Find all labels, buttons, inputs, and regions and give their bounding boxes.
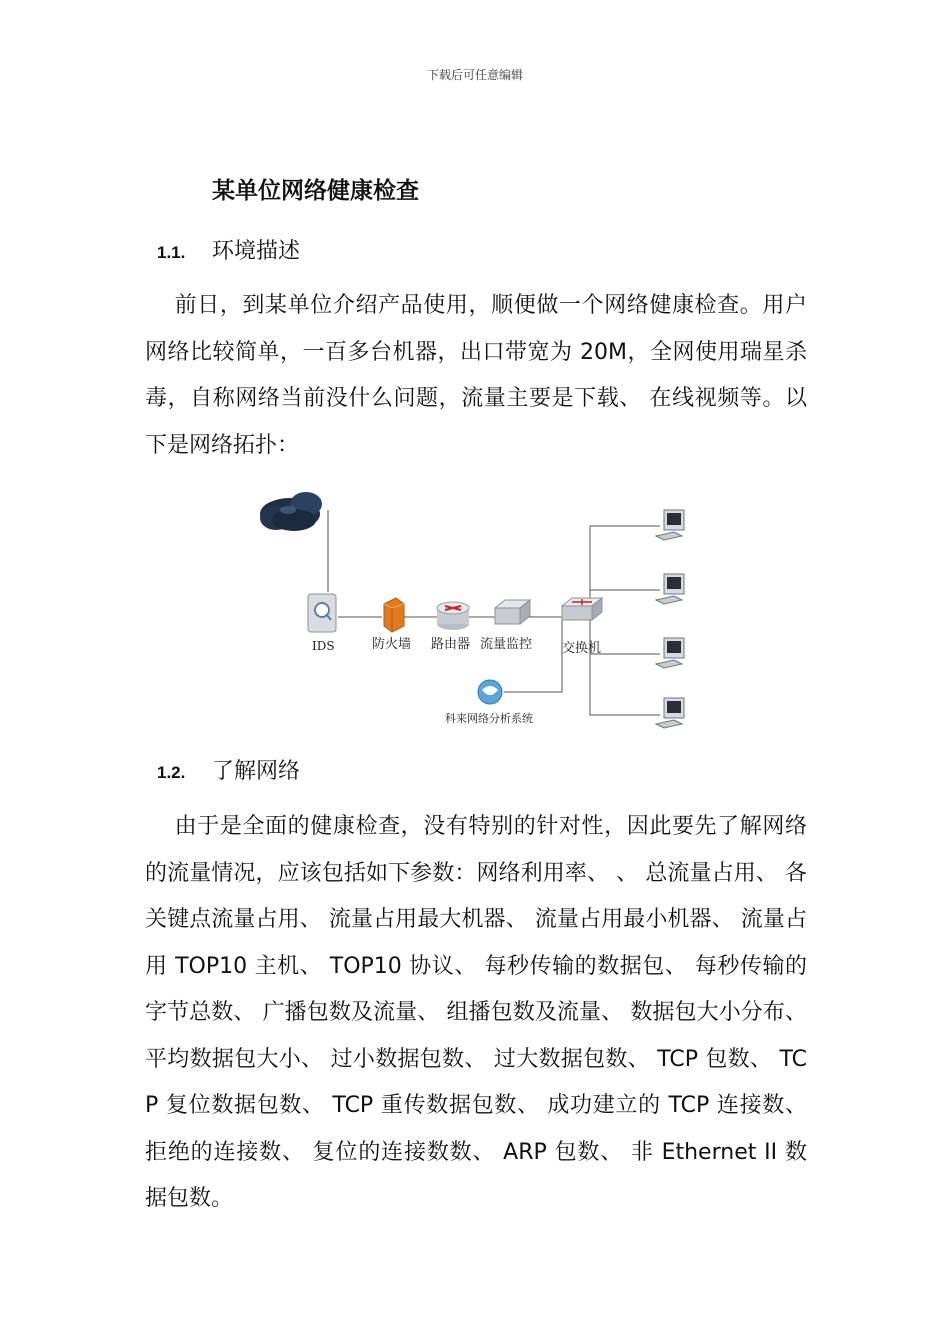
section-heading-learn	[157, 754, 300, 785]
pc-icon	[656, 698, 684, 728]
section-number: 1.1.	[157, 243, 186, 262]
monitor-label: 流量监控	[480, 637, 533, 652]
section-number: 1.2.	[157, 763, 186, 782]
traffic-monitor-icon	[495, 600, 530, 624]
section-heading-env	[157, 234, 300, 265]
document-title: 某单位网络健康检查	[212, 178, 419, 204]
pc-icon	[656, 574, 684, 604]
router-icon	[437, 602, 469, 630]
page-header: 下载后可任意编辑	[426, 68, 523, 82]
firewall-icon	[384, 598, 404, 632]
router-label: 路由器	[431, 637, 471, 652]
analyzer-icon	[478, 680, 502, 704]
network-topology-diagram	[250, 480, 710, 730]
pc-icon	[656, 638, 684, 668]
switch-label: 交换机	[562, 641, 602, 656]
firewall-label: 防火墙	[372, 637, 412, 652]
paragraph-text: 由于是全面的健康检查，没有特别的针对性，因此要先了解网络的流量情况，应该包括如下参数：网络利用率、 、 总流量占用、 各关键点流量占用、 流量占用最大机器、 流量占用最小机器、 流量占用 TOP10 主机、 TOP10 协议、 每秒传输的数据包、 每秒传输的字节总数、 广播包数及流量、 组播包数及流量、 数据包大小分布、 平均数据包大小、 过小数据包数、 过大数据包数、 TCP 包数、 TCP 复位数据包数、 TCP 重传数据包数、 成功建立的 TCP 连接数、 拒绝的连接数、 复位的连接数数、 ARP 包数、 非 Ethernet II 数据包数。	[145, 814, 807, 1211]
ids-icon	[308, 594, 336, 632]
internet-cloud-icon	[260, 492, 322, 531]
paragraph-text: 前日，到某单位介绍产品使用，顺便做一个网络健康检查。用户网络比较简单，一百多台机器，出口带宽为 20M，全网使用瑞星杀毒，自称网络当前没什么问题，流量主要是下载、 在线视频等。以下是网络拓扑：	[145, 293, 807, 458]
section-title: 环境描述	[212, 239, 301, 264]
paragraph-learn-network	[145, 804, 807, 1223]
paragraph-environment	[145, 283, 807, 469]
section-title: 了解网络	[212, 759, 301, 784]
analyzer-label: 科来网络分析系统	[445, 712, 533, 725]
pc-icon	[656, 510, 684, 540]
ids-label: IDS	[312, 639, 335, 653]
switch-icon	[562, 598, 602, 620]
